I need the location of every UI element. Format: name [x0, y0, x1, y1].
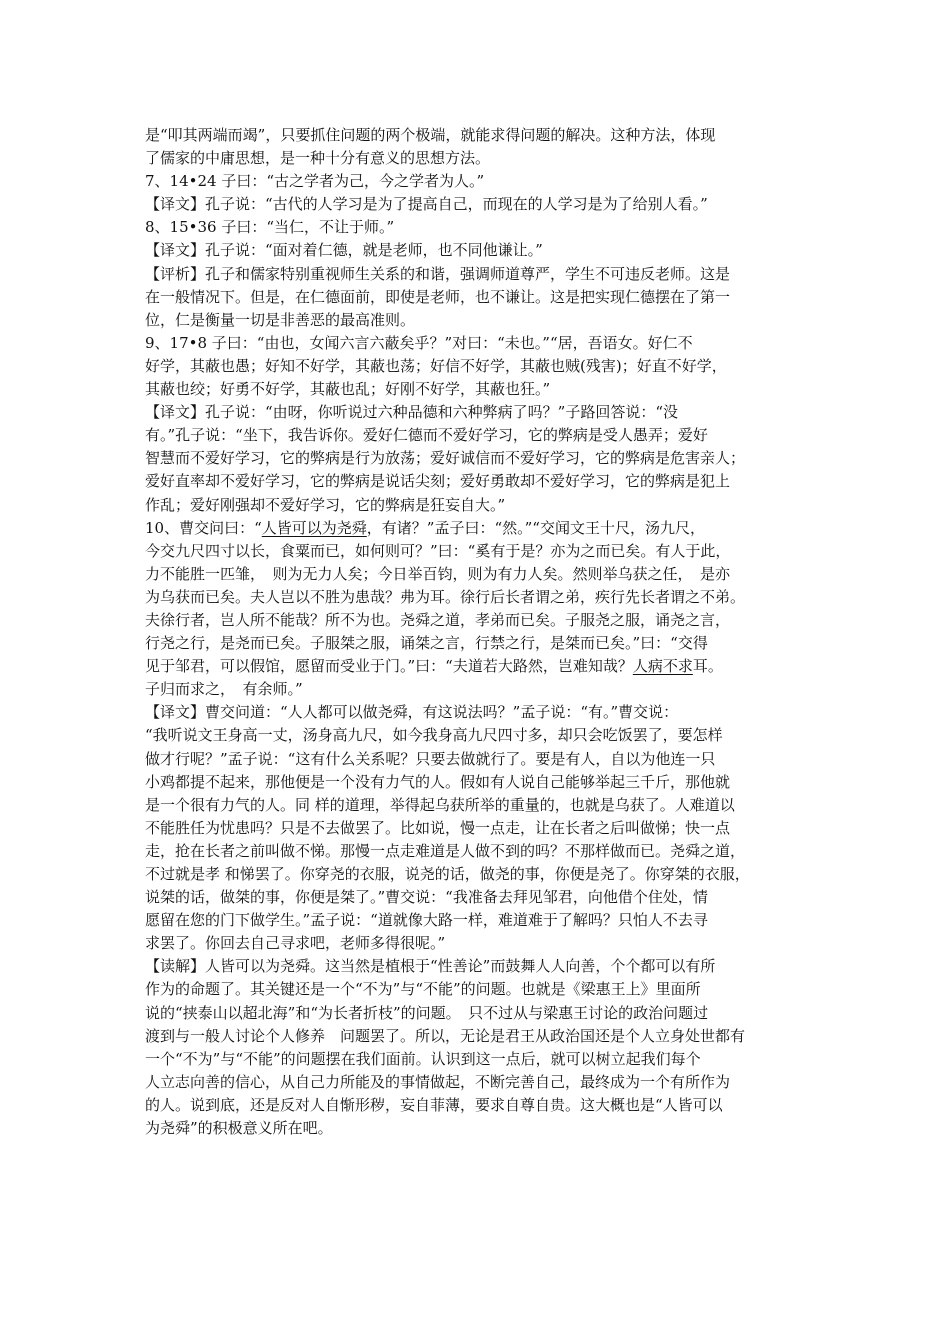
text-line: 说桀的话，做桀的事，你便是桀了。”曹交说：“我准备去拜见邹君，向他借个住处，情: [145, 888, 708, 907]
document-body: [145, 124, 817, 1140]
text-line: 【评析】孔子和儒家特别重视师生关系的和谐，强调师道尊严，学生不可违反老师。这是: [145, 264, 731, 283]
text-line: 人立志向善的信心，从自己力所能及的事情做起，不断完善自己，最终成为一个有所作为: [145, 1072, 731, 1091]
text-line: 了儒家的中庸思想，是一种十分有意义的思想方法。: [145, 149, 491, 168]
text-line: 好学，其蔽也愚；好知不好学，其蔽也荡；好信不好学，其蔽也贼(残害)；好直不好学，: [145, 356, 727, 375]
text-line: 说的“挟泰山以超北海”和“为长者折枝”的问题。 只不过从与梁惠王讨论的政治问题过: [145, 1003, 709, 1022]
text-line: 为乌获而已矣。夫人岂以不胜为患哉？弗为耳。徐行后长者谓之弟，疾行先长者谓之不弟。: [145, 587, 746, 606]
text-line: 位，仁是衡量一切是非善恶的最高准则。: [145, 310, 416, 329]
text-line: “我听说文王身高一丈，汤身高九尺，如今我身高九尺四寸多，却只会吃饭罢了，要怎样: [145, 726, 723, 745]
text-line: 今交九尺四寸以长，食粟而已，如何则可？”曰：“奚有于是？亦为之而已矣。有人于此，: [145, 541, 731, 560]
text-line: 9、17•8 子曰：“由也，女闻六言六蔽矣乎？”对曰：“未也。”“居，吾语女。好仁不: [145, 333, 693, 352]
text-line: 爱好直率却不爱好学习，它的弊病是说话尖刻；爱好勇敢却不爱好学习，它的弊病是犯上: [145, 472, 731, 491]
underlined-phrase: 人皆可以为尧舜: [261, 518, 367, 537]
text-segment: ，有诸？”孟子曰：“然。”“交闻文王十尺，汤九尺，: [366, 518, 705, 537]
text-line: 其蔽也绞；好勇不好学，其蔽也乱；好刚不好学，其蔽也狂。”: [145, 380, 551, 399]
text-line: 为尧舜”的积极意义所在吧。: [145, 1119, 333, 1138]
text-line: 7、14•24 子曰：“古之学者为己，今之学者为人。”: [145, 172, 485, 191]
text-line: 是一个很有力气的人。同 样的道理，举得起乌获所举的重量的，也就是乌获了。人难道以: [145, 795, 735, 814]
text-line: 作为的命题了。其关键还是一个“不为”与“不能”的问题。也就是《梁惠王上》里面所: [145, 980, 701, 999]
text-line: 夫徐行者，岂人所不能哉？所不为也。尧舜之道，孝弟而已矣。子服尧之服，诵尧之言，: [145, 610, 731, 629]
text-line: 一个“不为”与“不能”的问题摆在我们面前。认识到这一点后，就可以树立起我们每个: [145, 1049, 701, 1068]
text-line: 是“叩其两端而竭”，只要抓住问题的两个极端，就能求得问题的解决。这种方法，体现: [145, 126, 716, 144]
text-line: 【译文】孔子说：“由呀，你听说过六种品德和六种弊病了吗？”子路回答说：“没: [145, 403, 679, 422]
text-line: 作乱；爱好刚强却不爱好学习，它的弊病是狂妄自大。”: [145, 495, 506, 514]
text-segment: 耳。: [692, 657, 723, 676]
text-line: 【译文】孔子说：“面对着仁德，就是老师，也不同他谦让。”: [145, 241, 543, 260]
text-segment: 10、曹交问曰：“: [145, 518, 262, 537]
text-line-10: [145, 517, 817, 540]
text-line: 不能胜任为忧患吗？只是不去做罢了。比如说，慢一点走，让在长者之后叫做悌；快一点: [145, 818, 731, 837]
text-line: 小鸡都提不起来，那他便是一个没有力气的人。假如有人说自己能够举起三千斤，那他就: [145, 772, 731, 791]
text-line: 子归而求之， 有余师。”: [145, 680, 303, 699]
text-line: 8、15•36 子曰：“当仁，不让于师。”: [145, 218, 395, 237]
text-line: 的人。说到底，还是反对人自惭形秽，妄自菲薄，要求自尊自贵。这大概也是“人皆可以: [145, 1095, 723, 1114]
text-line: 做才行呢？”孟子说：“这有什么关系呢？只要去做就行了。要是有人，自以为他连一只: [145, 749, 716, 768]
text-line: 【译文】曹交问道：“人人都可以做尧舜，有这说法吗？”孟子说：“有。”曹交说：: [145, 703, 679, 722]
text-line: 愿留在您的门下做学生。”孟子说：“道就像大路一样，难道难于了解吗？只怕人不去寻: [145, 911, 708, 930]
text-line: 【读解】人皆可以为尧舜。这当然是植根于“性善论”而鼓舞人人向善，个个都可以有所: [145, 957, 716, 976]
text-line: 智慧而不爱好学习，它的弊病是行为放荡；爱好诚信而不爱好学习，它的弊病是危害亲人；: [145, 449, 746, 468]
text-line: 走，抢在长者之前叫做不悌。那慢一点走难道是人做不到的吗？不那样做而已。尧舜之道，: [145, 841, 746, 860]
underlined-phrase: 人病不求: [632, 657, 693, 676]
text-line-underlined: [145, 655, 817, 678]
text-line: 在一般情况下。但是，在仁德面前，即使是老师，也不谦让。这是把实现仁德摆在了第一: [145, 287, 731, 306]
text-line: 求罢了。你回去自己寻求吧，老师多得很呢。”: [145, 934, 446, 953]
text-line: 行尧之行，是尧而已矣。子服桀之服，诵桀之言，行禁之行，是桀而已矣。”曰：“交得: [145, 634, 708, 653]
text-segment: 见于邹君，可以假馆，愿留而受业于门。”曰：“夫道若大路然，岂难知哉？: [145, 657, 633, 676]
text-line: 渡到与一般人讨论个人修养 问题罢了。所以，无论是君王从政治国还是个人立身处世都有: [145, 1026, 746, 1045]
text-line: 【译文】孔子说：“古代的人学习是为了提高自己，而现在的人学习是为了给别人看。”: [145, 195, 708, 214]
text-line: 力不能胜一匹雏， 则为无力人矣；今日举百钧，则为有力人矣。然则举乌获之任， 是亦: [145, 564, 731, 583]
text-line: 有。”孔子说：“坐下，我告诉你。爱好仁德而不爱好学习，它的弊病是受人愚弄；爱好: [145, 426, 708, 445]
text-line: 不过就是孝 和悌罢了。你穿尧的衣服，说尧的话，做尧的事，你便是尧了。你穿桀的衣服，: [145, 865, 750, 883]
